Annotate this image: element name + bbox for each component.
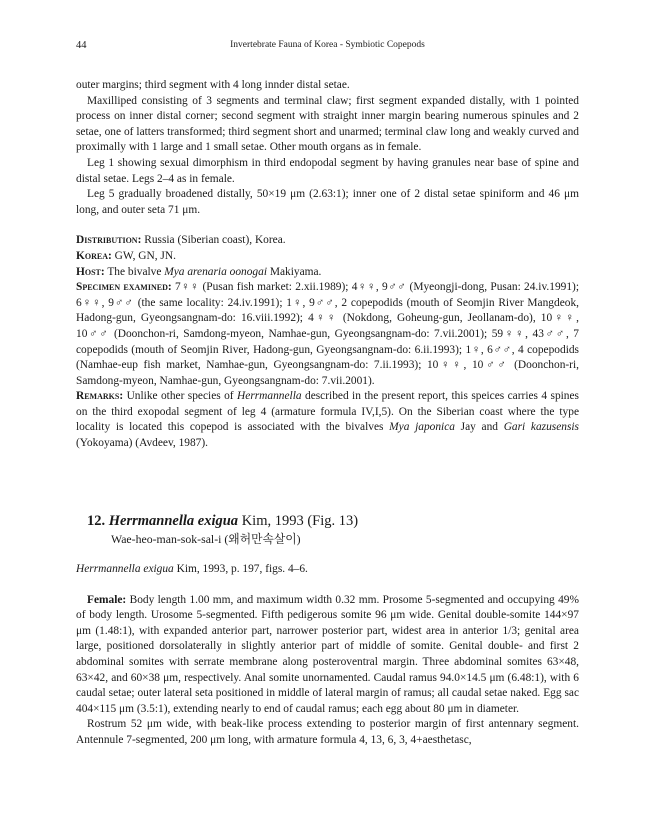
female-description: Female: Body length 1.00 mm, and maximum width 0.32 mm. Prosome 5-segmented and occupying 49% of body length. Urosome 5-segmented. Fifth pedigerous somite 96 μm wide. Genital double-somite 144×97 μm (1.48:1), with expanded anterior part, narrower posterior part, widest area in anterior 1/3; genital area large, positioned dorsolaterally in slightly anterior part of middle of somite. Genital double- and first 2 abdominal somites with serrate membrane along posteroventral margin. Three abdominal somites 63×48, 63×42, and 60×38 μm, respectively. Anal somite unornamented. Caudal ramus 94.0×14.5 μm (6.48:1), with 6 caudal setae; outer lateral seta positioned in middle of lateral margin of ramus; all caudal setae naked. Egg sac 404×115 μm (3.5:1), extending nearly to end of caudal ramus; each egg about 80 μm in diameter. <box>76 593 579 715</box>
korea: Korea: GW, GN, JN. <box>76 249 176 262</box>
running-title: Invertebrate Fauna of Korea - Symbiotic Copepods <box>230 40 425 50</box>
paragraph: Maxilliped consisting of 3 segments and terminal claw; first segment expanded distally, with 1 pointed process on inner distal corner; second segment with straight inner margin bearing numerous spinules and 2 setae, one of latters transformed; third segment short and unarmed; terminal claw long and weakly curved and proximally with 1 large and 1 small setae. Other mouth organs as in female. <box>76 94 579 154</box>
body-text-bottom <box>76 562 579 749</box>
specimen-examined: Specimen examined: 7♀♀ (Pusan fish market: 2.xii.1989); 4♀♀, 9♂♂ (Myeongji-dong, Pusan: 24.iv.1991); 6♀♀, 9♂♂ (the same locality: 24.iv.1991); 1♀, 9♂♂, 2 copepodids (mouth of Seomjin River Mangdeok, Hadong-gun, Gyeongsangnam-do: 16.viii.1992); 4♀♀ (Nokdong, Goheung-gun, Jeollanam-do), 10♀♀, 10♂♂ (Doonchon-ri, Samdong-myeon, Namhae-gun, Gyeongsangnam-do: 7.vii.2001); 59♀♀, 43♂♂, 7 copepodids (mouth of Seomjin River, Hadong-gun, Gyeongsangnam-do: 6.ii.1993); 1♀, 6♂♂, 4 copepodids (Namhae-eup fish market, Namhae-gun, Gyeongsangnam-do: 7.ii.1993); 10♀♀, 10♂♂ (Doonchon-ri, Samdong-myeon, Namhae-gun, Gyeongsangnam-do: 7.vii.2001). <box>76 281 579 387</box>
distribution: Distribution: Russia (Siberian coast), Korea. <box>76 234 286 247</box>
synonymy: Herrmannella exigua Kim, 1993, p. 197, figs. 4–6. <box>76 563 308 575</box>
paragraph: Leg 5 gradually broadened distally, 50×19 μm (2.63:1); inner one of 2 distal setae spiniform and 46 μm long, and outer seta 71 μm. <box>76 188 579 216</box>
vernacular-name: Wae-heo-man-sok-sal-i (왜허만속살이) <box>111 532 301 546</box>
section-heading: 12. Herrmannella exigua Kim, 1993 (Fig. 13) <box>87 513 359 529</box>
page-header <box>76 40 579 54</box>
host: Host: The bivalve Mya arenaria oonogai Makiyama. <box>76 265 322 278</box>
paragraph: outer margins; third segment with 4 long innder distal setae. <box>76 79 350 91</box>
remarks: Remarks: Unlike other species of Herrmannella described in the present report, this speices carries 4 spines on the third exopodal segment of leg 4 (armature formula IV,I,5). On the Siberian coast where the type locality is located this copepod is associated with the bivalves Mya japonica Jay and Gari kazusensis (Yokoyama) (Avdeev, 1987). <box>76 390 579 450</box>
paragraph: Leg 1 showing sexual dimorphism in third endopodal segment by having granules near base of spine and distal setae. Legs 2–4 as in female. <box>76 156 579 185</box>
paragraph: Rostrum 52 μm wide, with beak-like process extending to posterior margin of first antennary segment. Antennule 7-segmented, 200 μm long, with armature formula 4, 13, 6, 3, 4+aesthetasc, <box>76 718 579 746</box>
body-text-top <box>76 78 579 452</box>
page-number: 44 <box>76 40 87 51</box>
